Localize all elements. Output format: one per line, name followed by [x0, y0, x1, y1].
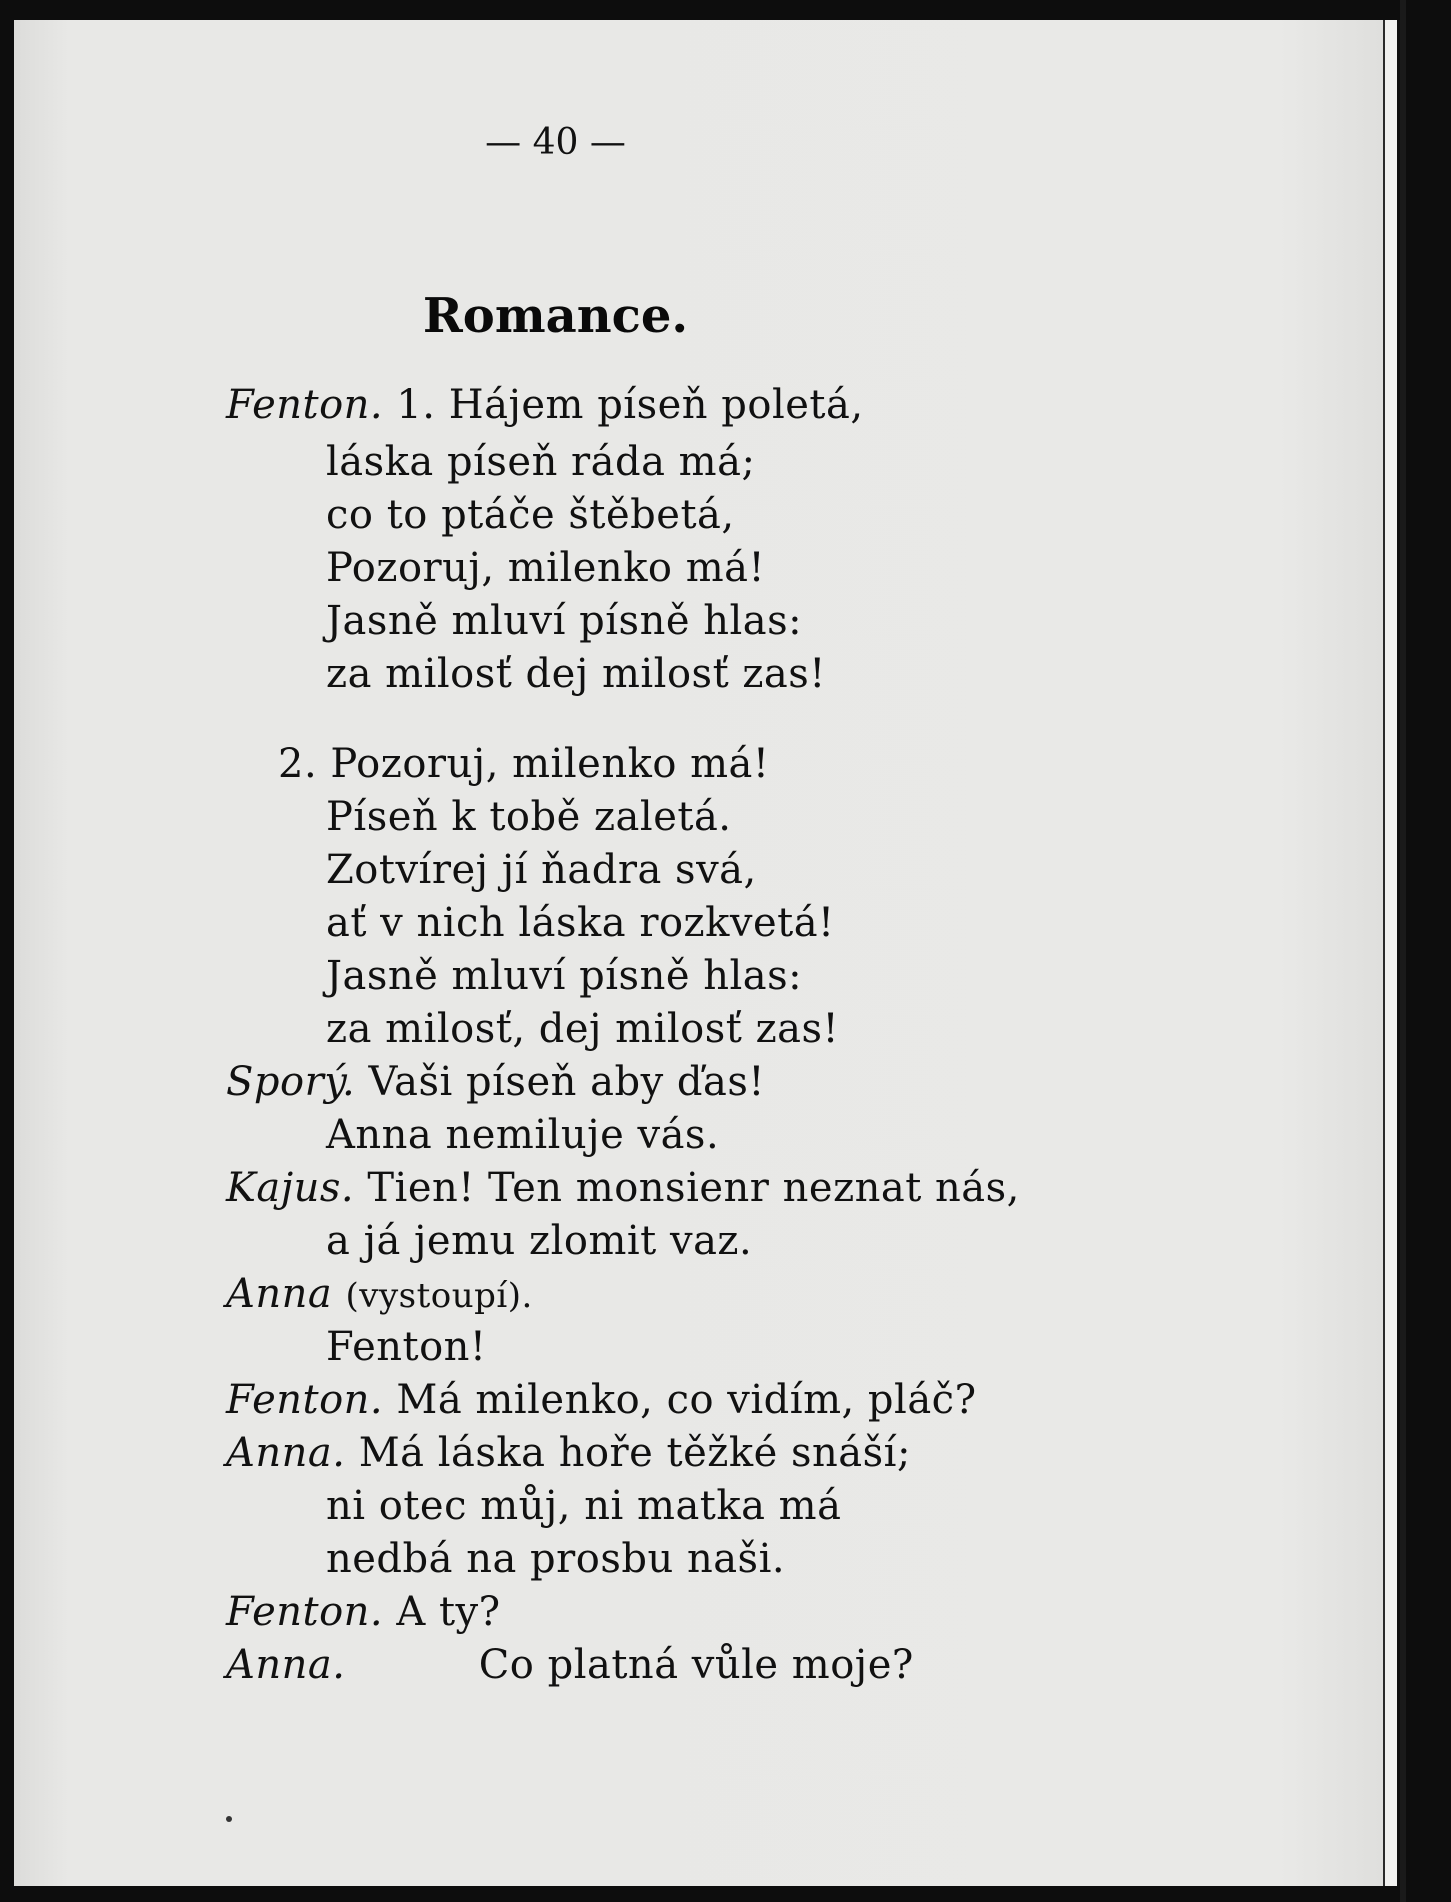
- ink-speck: [226, 1816, 232, 1822]
- dialogue-line: Anna nemiluje vás.: [326, 1112, 720, 1158]
- dialogue-line: [226, 1165, 1020, 1211]
- dialogue-line: [226, 1059, 765, 1105]
- verse-text: 1. Hájem píseň poletá,: [396, 382, 864, 428]
- speaker-name: Fenton.: [226, 1589, 384, 1635]
- speaker-name: Anna: [226, 1271, 333, 1317]
- dialogue-text: Co platná vůle moje?: [478, 1642, 914, 1688]
- verse-line: Píseň k tobě zaletá.: [326, 794, 732, 840]
- verse-line: 2. Pozoruj, milenko má!: [278, 741, 770, 787]
- verse-line: Zotvírej jí ňadra svá,: [326, 847, 757, 893]
- verse-line: za milosť dej milosť zas!: [326, 651, 826, 697]
- dialogue-text: Tien! Ten monsienr neznat nás,: [367, 1165, 1020, 1211]
- dialogue-line: [226, 1589, 501, 1635]
- page-number: — 40 —: [485, 122, 626, 163]
- verse-line: Jasně mluví písně hlas:: [326, 953, 803, 999]
- verse-line: [226, 382, 864, 428]
- verse-line: Jasně mluví písně hlas:: [326, 598, 803, 644]
- speaker-name: Sporý.: [226, 1059, 356, 1105]
- dialogue-text: A ty?: [396, 1589, 501, 1635]
- dialogue-line: [226, 1377, 977, 1423]
- verse-line: láska píseň ráda má;: [326, 439, 756, 485]
- binding-edge: [1400, 0, 1406, 1902]
- verse-line: za milosť, dej milosť zas!: [326, 1006, 840, 1052]
- speaker-name: Anna.: [226, 1642, 346, 1688]
- dialogue-line: Fenton!: [326, 1324, 487, 1370]
- stage-direction: (vystoupí).: [345, 1276, 533, 1316]
- dialogue-line: nedbá na prosbu naši.: [326, 1536, 786, 1582]
- page-title: Romance.: [422, 288, 689, 344]
- speaker-name: Kajus.: [226, 1165, 355, 1211]
- dialogue-text: Má láska hoře těžké snáší;: [358, 1430, 911, 1476]
- verse-line: co to ptáče štěbetá,: [326, 492, 735, 538]
- dialogue-line: a já jemu zlomit vaz.: [326, 1218, 753, 1264]
- speaker-name: Fenton.: [226, 1377, 384, 1423]
- dialogue-line: [226, 1271, 533, 1317]
- speaker-name: Anna.: [226, 1430, 346, 1476]
- dialogue-text: Má milenko, co vidím, pláč?: [396, 1377, 977, 1423]
- dialogue-text: Vaši píseň aby ďas!: [368, 1059, 765, 1105]
- dialogue-line: [226, 1642, 914, 1688]
- dialogue-line: ni otec můj, ni matka má: [326, 1483, 842, 1529]
- dialogue-line: [226, 1430, 911, 1476]
- speaker-name: Fenton.: [226, 382, 384, 428]
- page-edge: [1383, 20, 1397, 1886]
- verse-line: Pozoruj, milenko má!: [326, 545, 766, 591]
- verse-line: ať v nich láska rozkvetá!: [326, 900, 835, 946]
